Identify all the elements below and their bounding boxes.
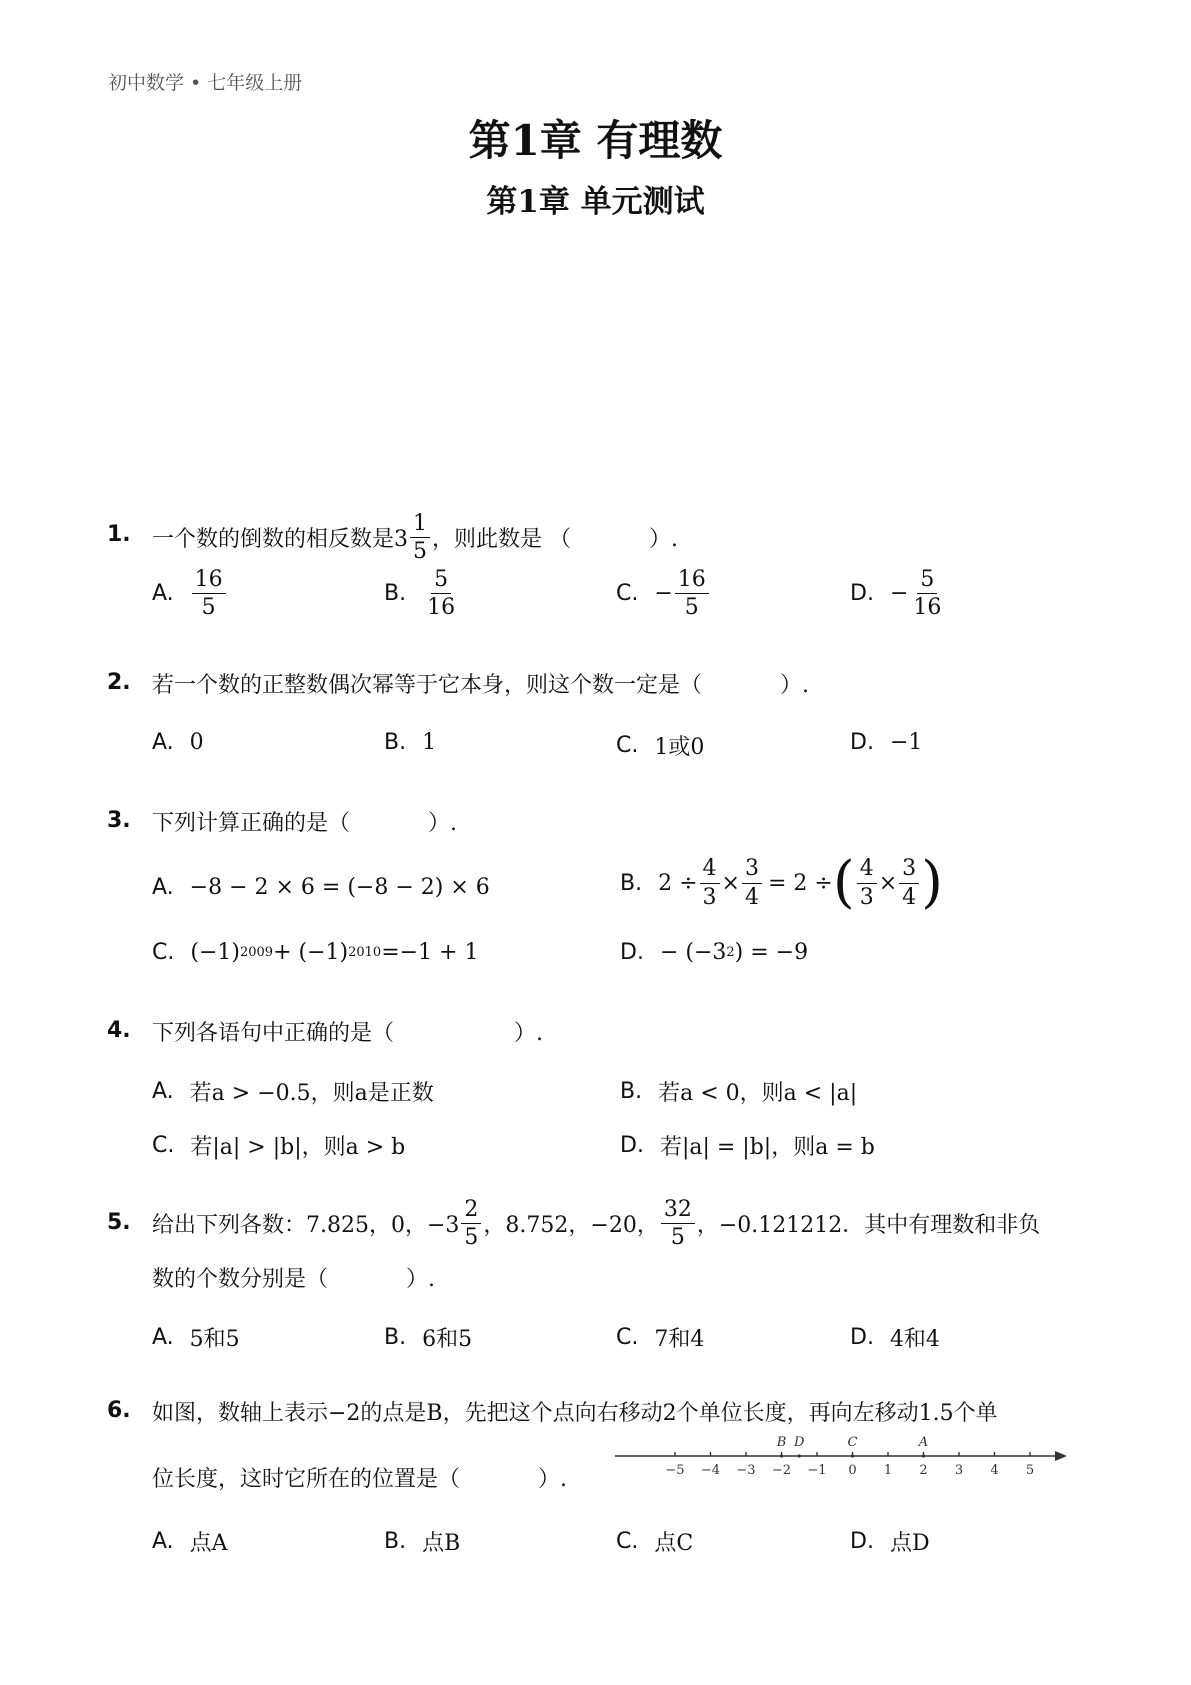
number-line-tick-label: 1: [883, 1463, 893, 1478]
option-b[interactable]: B. 若a < 0，则a < |a|: [620, 1079, 858, 1106]
question-stem-line2: 位长度，这时它所在的位置是（ ）.: [152, 1467, 568, 1492]
unit-title: 第1章 单元测试: [486, 184, 705, 220]
option-d[interactable]: D. 点D: [850, 1529, 930, 1556]
question-stem: 一个数的倒数的相反数是3 $\frac{1}{5}$ ，则此数是 （ ）.: [152, 511, 678, 565]
option-b[interactable]: B. $\frac{5}{16}$: [384, 567, 456, 621]
option-c[interactable]: C. − $\frac{16}{5}$: [616, 568, 711, 619]
number-line-tick-label: 2: [919, 1463, 928, 1478]
option-a[interactable]: A. 若a > −0.5，则a是正数: [152, 1079, 434, 1106]
number-line-tick-label: −4: [700, 1463, 721, 1478]
option-d[interactable]: D. − (−3 2 ) = −9: [620, 940, 809, 965]
number-line-tick-label: −2: [771, 1463, 792, 1478]
option-c[interactable]: C. (−1) 2009 + (−1) 2010 =−1 + 1: [152, 940, 479, 965]
number-line-point-label: D: [794, 1435, 805, 1450]
question-stem: 下列各语句中正确的是（ ）.: [152, 1021, 544, 1046]
question-number: 1.: [107, 522, 131, 547]
number-line-tick-label: 4: [990, 1463, 999, 1478]
option-d[interactable]: D. 4和4: [850, 1325, 940, 1352]
option-d[interactable]: D. − $\frac{5}{16}$: [850, 567, 942, 621]
option-d[interactable]: D. 若|a| = |b|，则a = b: [620, 1133, 875, 1160]
number-line-point: [798, 1454, 801, 1457]
number-line-point: [780, 1454, 783, 1457]
header-breadcrumb: 初中数学 • 七年级上册: [108, 72, 303, 94]
number-line-point-label: C: [847, 1435, 858, 1450]
option-a[interactable]: A. 0: [152, 730, 204, 755]
number-line-tick-label: −1: [807, 1463, 827, 1478]
question-number: 2.: [107, 670, 131, 695]
option-b[interactable]: B. 6和5: [384, 1325, 473, 1352]
number-line-tick-label: 3: [954, 1463, 964, 1478]
question-number: 5.: [107, 1210, 131, 1235]
option-b[interactable]: B. 1: [384, 730, 437, 755]
option-c[interactable]: C. 1或0: [616, 733, 705, 760]
question-number: 6.: [107, 1398, 131, 1423]
option-d[interactable]: D. −1: [850, 730, 923, 755]
number-line-tick-label: −3: [736, 1463, 756, 1478]
question-stem: 若一个数的正整数偶次幂等于它本身，则这个数一定是（ ）.: [152, 673, 810, 698]
option-a[interactable]: A. 5和5: [152, 1325, 240, 1352]
number-line-tick-label: −5: [665, 1463, 685, 1478]
number-line-tick-label: 0: [848, 1463, 857, 1478]
arrow-right-icon: [1055, 1451, 1067, 1461]
option-a[interactable]: A. $\frac{16}{5}$: [152, 568, 228, 619]
option-c[interactable]: C. 点C: [616, 1529, 694, 1556]
option-a[interactable]: A. −8 − 2 × 6 = (−8 − 2) × 6: [152, 875, 490, 900]
number-line-figure: [615, 1420, 1075, 1480]
number-line-point: [922, 1454, 925, 1457]
chapter-title: 第1章 有理数: [468, 116, 723, 165]
option-c[interactable]: C. 若|a| > |b|，则a > b: [152, 1133, 406, 1160]
question-stem-line2: 数的个数分别是（ ）.: [152, 1267, 436, 1292]
question-stem: 给出下列各数：7.825，0，−3 $\frac{2}{5}$ ，8.752，−20， $\frac{32}{5}$ ，−0.121212．其中有理数和非负: [152, 1197, 1041, 1251]
option-b[interactable]: B. 2 ÷ $\frac{4}{3}$ × $\frac{3}{4}$ = 2 ÷ ( $\frac{4}{3}$ × $\frac{3}{4}$ ): [620, 850, 943, 915]
number-line-tick-label: 5: [1025, 1463, 1035, 1478]
question-stem: 下列计算正确的是（ ）.: [152, 811, 458, 836]
question-number: 4.: [107, 1018, 131, 1043]
option-c[interactable]: C. 7和4: [616, 1325, 705, 1352]
fraction: $\frac{1}{5}$: [410, 512, 430, 563]
question-stem: 如图，数轴上表示−2的点是B，先把这个点向右移动2个单位长度，再向左移动1.5个单: [152, 1401, 998, 1426]
number-line-point-label: A: [918, 1435, 929, 1450]
option-b[interactable]: B. 点B: [384, 1529, 461, 1556]
question-number: 3.: [107, 808, 131, 833]
option-a[interactable]: A. 点A: [152, 1529, 228, 1556]
number-line-point-label: B: [776, 1435, 787, 1450]
number-line-point: [851, 1454, 854, 1457]
